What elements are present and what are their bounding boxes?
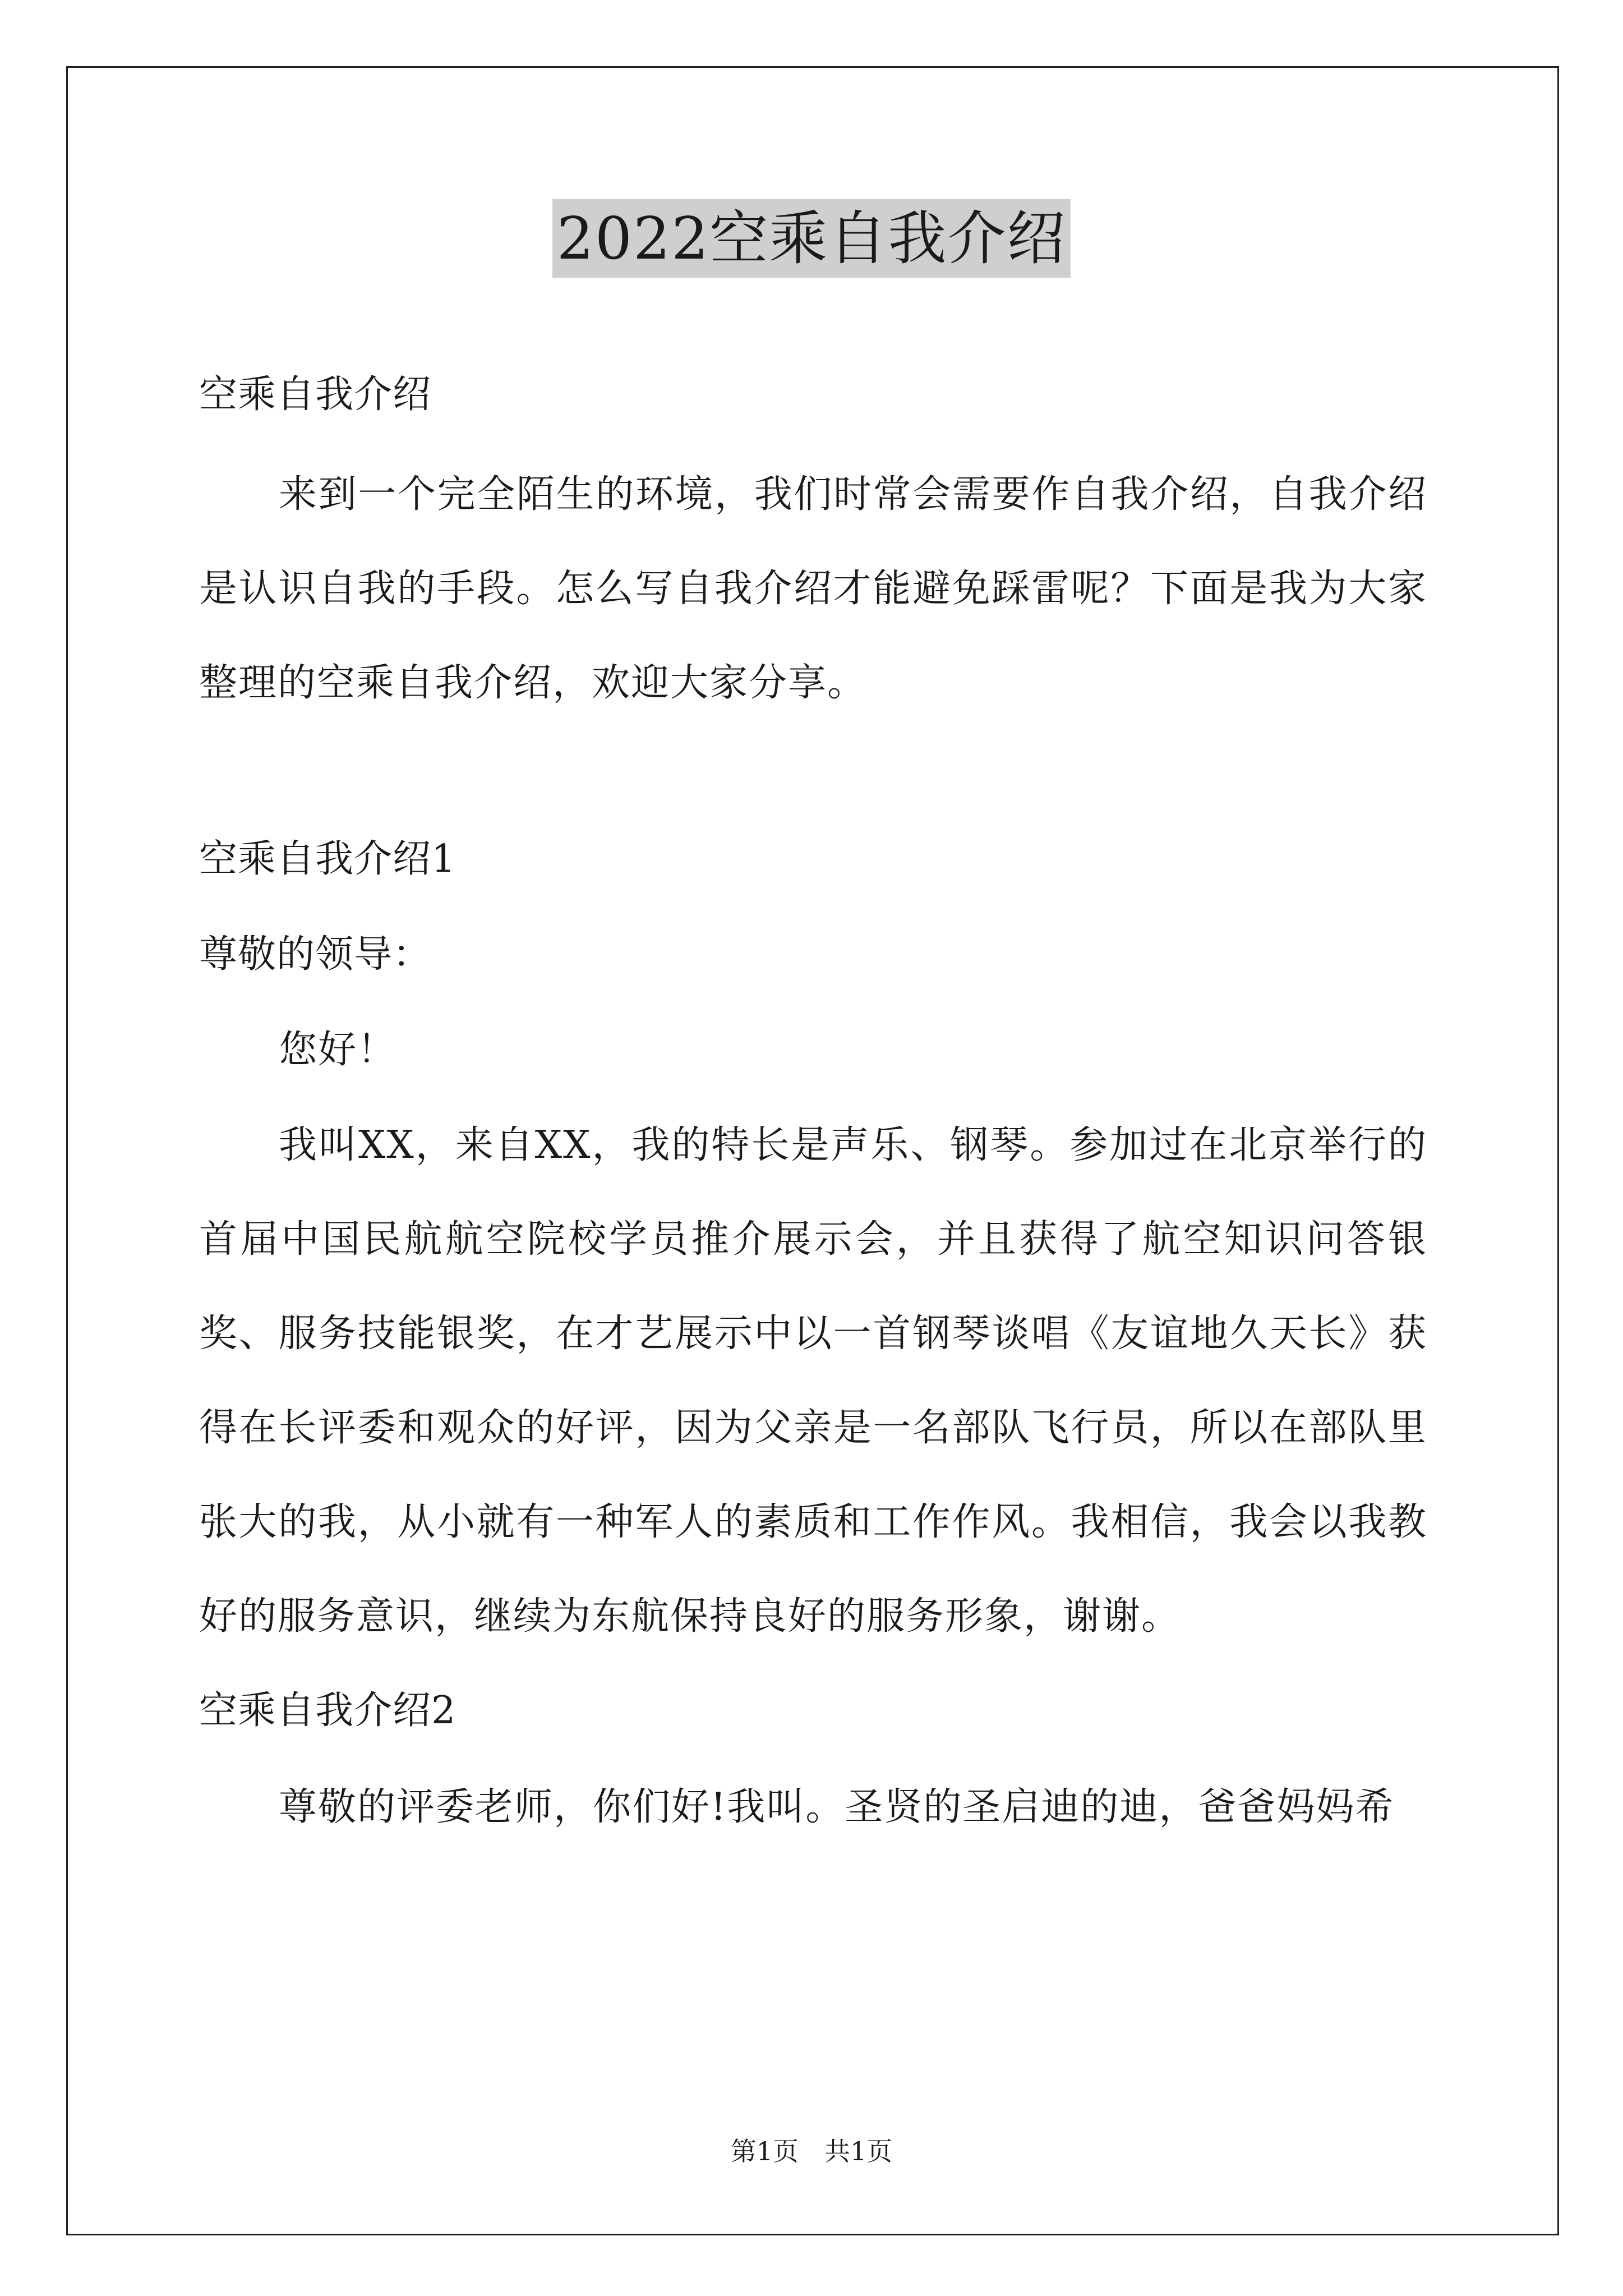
section1-greeting: 您好！ (279, 1028, 397, 1072)
document-body (199, 348, 1427, 1855)
section1-salutation: 尊敬的领导： (199, 932, 432, 977)
document-title: 2022空乘自我介绍 (552, 199, 1071, 278)
title-container (0, 199, 1623, 278)
section1-body: 我叫XX，来自XX，我的特长是声乐、钢琴。参加过在北京举行的首届中国民航航空院校学员推介展示会，并且获得了航空知识问答银奖、服务技能银奖，在才艺展示中以一首钢琴谈唱《友谊地久天长》获得在长评委和观众的好评，因为父亲是一名部队飞行员，所以在部队里张大的我，从小就有一种军人的素质和工作作风。我相信，我会以我教好的服务意识，继续为东航保持良好的服务形象，谢谢。 (199, 1123, 1427, 1639)
section2-heading: 空乘自我介绍2 (199, 1688, 457, 1733)
intro-paragraph: 来到一个完全陌生的环境，我们时常会需要作自我介绍，自我介绍是认识自我的手段。怎么写自我介绍才能避免踩雷呢？下面是我为大家整理的空乘自我介绍，欢迎大家分享。 (199, 472, 1427, 705)
section2-body: 尊敬的评委老师，你们好!我叫。圣贤的圣启迪的迪，爸爸妈妈希 (279, 1785, 1395, 1829)
page-footer: 第1页 共1页 (730, 2136, 893, 2166)
subtitle: 空乘自我介绍 (199, 372, 432, 417)
section1-heading: 空乘自我介绍1 (199, 837, 457, 881)
